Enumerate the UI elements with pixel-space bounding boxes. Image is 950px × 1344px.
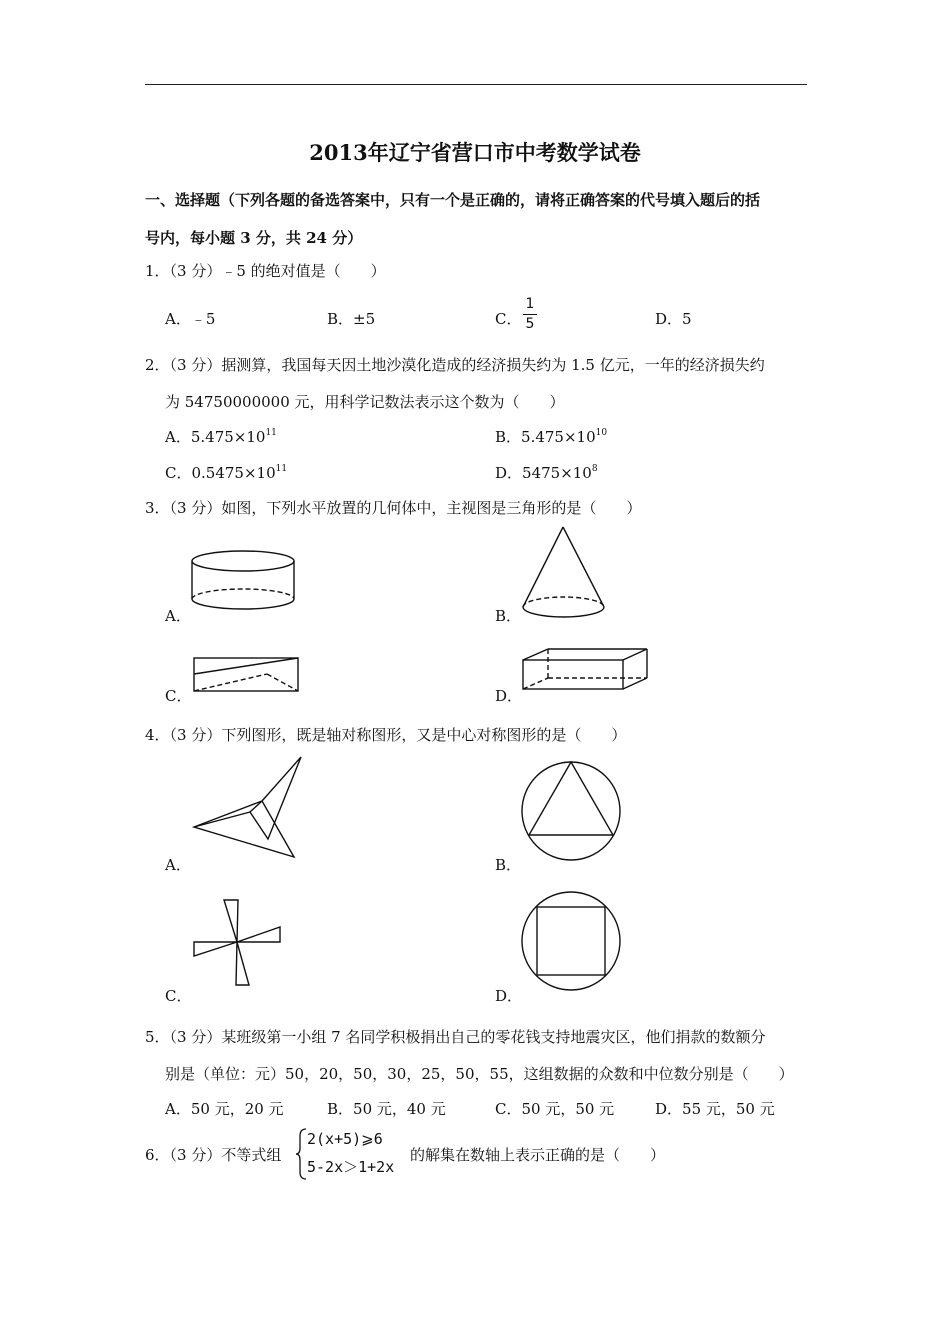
q1-stem: 1．（3 分）﹣5 的绝对值是（ ） [145, 262, 386, 280]
q4-option-b[interactable]: B． [495, 856, 522, 874]
q2-option-a-exponent: 11 [265, 428, 277, 438]
q2-option-b-base: B．5.475×10 [495, 428, 596, 446]
q2-option-d[interactable] [495, 463, 598, 483]
fraction-numerator: 1 [525, 296, 535, 312]
q3-option-b[interactable]: B． [495, 607, 522, 625]
q1-option-c-fraction [523, 296, 537, 333]
cuboid-figure [520, 647, 650, 692]
q6-stem-suffix: 的解集在数轴上表示正确的是（ ） [410, 1146, 666, 1164]
q4-option-c[interactable]: C． [165, 987, 192, 1005]
triangular-prism-figure [190, 653, 305, 695]
q2-option-d-base: D．5475×10 [495, 464, 592, 482]
fraction-bar [523, 314, 537, 315]
cone-figure [520, 525, 610, 625]
q3-option-d[interactable]: D． [495, 687, 523, 705]
q1-option-a[interactable]: A．﹣5 [165, 310, 216, 328]
page-title: 2013年辽宁省营口市中考数学试卷 [309, 140, 641, 165]
q5-stem-line1: 5．（3 分）某班级第一小组 7 名同学积极捐出自己的零花钱支持地震灾区，他们捐款的数额分 [145, 1028, 766, 1046]
three-pointed-star-figure [190, 755, 305, 863]
q2-option-d-exponent: 8 [591, 464, 598, 474]
q6-inequality-1: 2(x+5)⩾6 [307, 1130, 383, 1148]
q4-option-a[interactable]: A． [165, 856, 191, 874]
q3-stem: 3．（3 分）如图，下列水平放置的几何体中，主视图是三角形的是（ ） [145, 499, 642, 517]
q2-option-a-base: A．5.475×10 [165, 428, 266, 446]
q3-option-a[interactable]: A． [165, 607, 191, 625]
header-rule [145, 84, 807, 85]
q5-stem-line2: 别是（单位：元）50，20，50，30，25，50，55，这组数据的众数和中位数分别是（ ） [165, 1065, 794, 1083]
q1-option-d[interactable]: D．5 [655, 310, 692, 328]
fraction-denominator: 5 [525, 316, 535, 332]
q2-stem-line1: 2．（3 分）据测算，我国每天因土地沙漠化造成的经济损失约为 1.5 亿元，一年的经济损失约 [145, 356, 765, 374]
section-heading-line1: 一、选择题（下列各题的备选答案中，只有一个是正确的，请将正确答案的代号填入题后的括 [145, 191, 761, 209]
section-heading-line2: 号内，每小题 3 分，共 24 分） [145, 229, 363, 247]
q6-inequality-2: 5-2x＞1+2x [307, 1158, 395, 1176]
circle-with-triangle-figure [518, 758, 624, 864]
q2-option-a[interactable] [165, 427, 277, 447]
q2-option-c[interactable] [165, 463, 287, 483]
q3-option-c[interactable]: C． [165, 687, 192, 705]
q5-option-d[interactable]: D．55 元，50 元 [655, 1100, 775, 1118]
q5-option-c[interactable]: C．50 元，50 元 [495, 1100, 615, 1118]
q4-option-d[interactable]: D． [495, 987, 523, 1005]
q1-option-c-label[interactable]: C． [495, 310, 522, 328]
q2-option-b-exponent: 10 [595, 428, 608, 438]
q5-option-b[interactable]: B．50 元，40 元 [327, 1100, 446, 1118]
cylinder-figure [190, 548, 300, 618]
q5-option-a[interactable]: A．50 元，20 元 [165, 1100, 284, 1118]
q1-option-b[interactable]: B．±5 [327, 310, 376, 328]
q2-option-c-exponent: 11 [275, 464, 288, 474]
pinwheel-figure [190, 896, 285, 990]
q2-stem-line2: 为 54750000000 元，用科学记数法表示这个数为（ ） [165, 393, 565, 411]
q6-stem-prefix: 6．（3 分）不等式组 [145, 1146, 282, 1164]
q2-option-c-base: C．0.5475×10 [165, 464, 276, 482]
circle-with-square-figure [518, 888, 624, 994]
q4-stem: 4．（3 分）下列图形，既是轴对称图形，又是中心对称图形的是（ ） [145, 726, 627, 744]
q2-option-b[interactable] [495, 427, 607, 447]
